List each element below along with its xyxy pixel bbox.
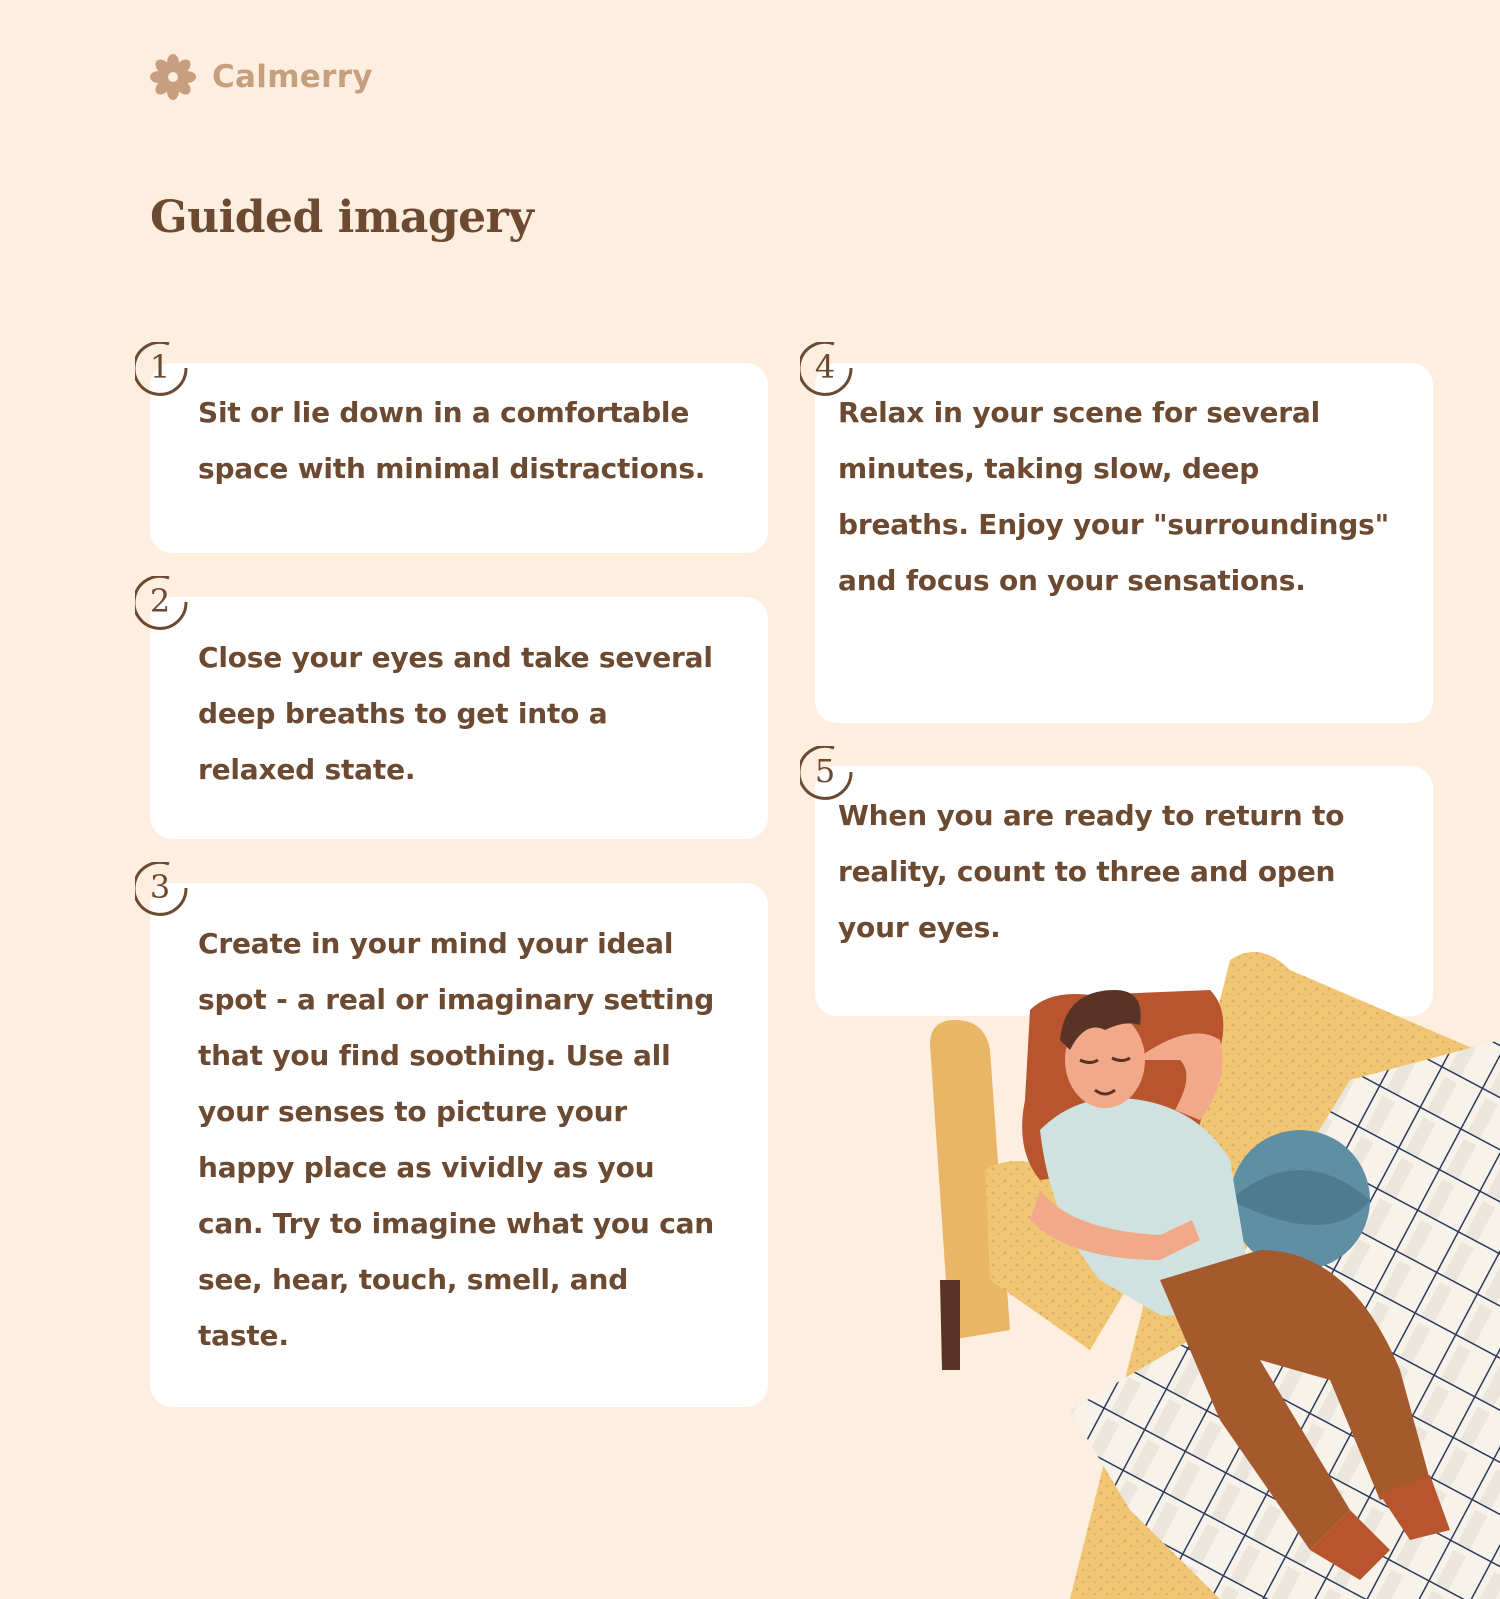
- step-number-badge: [135, 862, 185, 912]
- step-card-3: [150, 883, 768, 1407]
- step-text: Sit or lie down in a comfortable space with minimal distractions.: [198, 396, 706, 485]
- step-number: 4: [814, 348, 836, 386]
- step-number: 2: [149, 582, 171, 620]
- step-number-badge: [800, 746, 850, 796]
- flower-icon: [148, 52, 198, 102]
- brand-logo: [148, 52, 373, 102]
- step-number: 5: [814, 752, 836, 790]
- step-text: When you are ready to return to reality, count to three and open your eyes.: [838, 799, 1345, 944]
- step-number-badge: [800, 342, 850, 392]
- step-card-1: [150, 363, 768, 553]
- step-number: 1: [149, 348, 171, 386]
- step-number: 3: [149, 868, 171, 906]
- step-text: Relax in your scene for several minutes, taking slow, deep breaths. Enjoy your "surroundings" and focus on your sensations.: [838, 396, 1389, 597]
- step-number-badge: [135, 342, 185, 392]
- brand-name: Calmerry: [212, 59, 373, 95]
- step-text: Close your eyes and take several deep breaths to get into a relaxed state.: [198, 641, 713, 786]
- man-relaxing-on-armchair-illustration: [930, 950, 1500, 1599]
- step-text: Create in your mind your ideal spot - a real or imaginary setting that you find soothing. Use all your senses to picture your happy place as vividly as you can. Try to imagine what you can see, hear, touch, smell, and taste.: [198, 927, 715, 1352]
- step-card-4: [815, 363, 1433, 723]
- step-number-badge: [135, 576, 185, 626]
- step-card-2: [150, 597, 768, 839]
- page-title: Guided imagery: [150, 192, 534, 243]
